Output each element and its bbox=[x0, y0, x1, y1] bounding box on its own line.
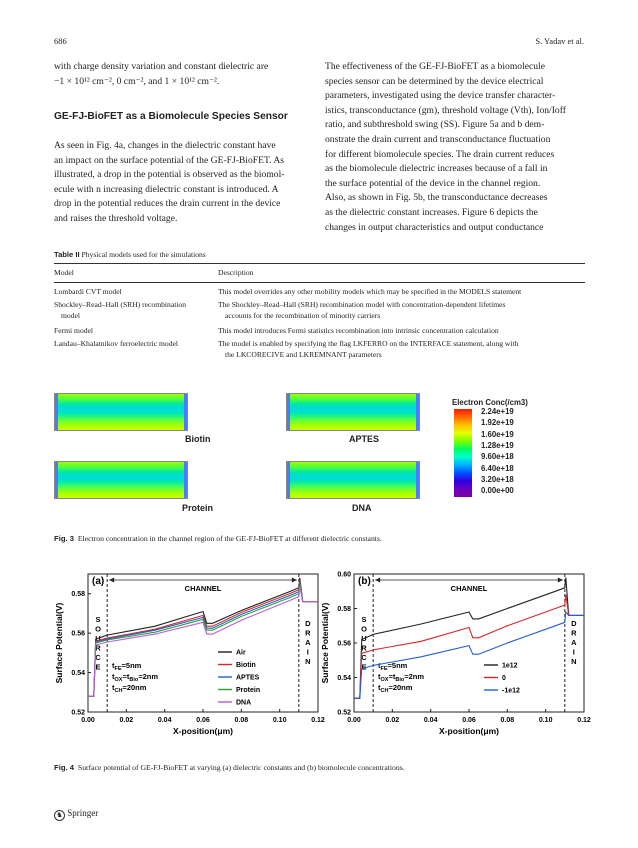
panel-label: (b) bbox=[358, 576, 371, 587]
param-part: =2nm bbox=[404, 672, 425, 681]
colorbar-tick-label: 1.60e+19 bbox=[481, 429, 514, 439]
table-caption-text: Physical models used for the simulations bbox=[81, 250, 206, 259]
drain-letter: N bbox=[305, 657, 311, 666]
column-left bbox=[54, 60, 305, 89]
table-cell-line: The model is enabled by specifying the flag LKFERRO on the INTERFACE statement, along with bbox=[218, 339, 519, 348]
sim-panel-dna bbox=[286, 461, 420, 499]
device-parameter bbox=[112, 672, 158, 683]
legend-label: 0 bbox=[502, 675, 506, 682]
paragraph-line: as the biomolecule dielectric increases because of a fall in bbox=[325, 163, 548, 175]
legend-label: Air bbox=[236, 649, 246, 657]
table-cell-line: Landau–Khalatnikov ferroelectric model bbox=[54, 339, 178, 348]
paragraph-line: As seen in Fig. 4a, changes in the dielectric constant have bbox=[54, 140, 276, 151]
device-parameter bbox=[112, 683, 147, 694]
drain-letter: R bbox=[571, 628, 577, 638]
x-tick-label: 0.06 bbox=[462, 717, 476, 724]
paragraph-line: The effectiveness of the GE-FJ-BioFET as a biomolecule bbox=[325, 61, 545, 72]
paragraph-line: istics, transconductance (gm), threshold voltage (Vth), Ion/Ioff bbox=[325, 104, 566, 116]
device-parameter bbox=[112, 661, 142, 672]
x-tick-label: 0.00 bbox=[81, 717, 95, 724]
table-rule-mid bbox=[54, 282, 585, 283]
y-tick-label: 0.56 bbox=[71, 630, 85, 638]
param-part: t bbox=[378, 683, 381, 692]
table-header-model: Model bbox=[54, 268, 74, 277]
x-tick-label: 0.04 bbox=[157, 717, 172, 724]
source-letter: S bbox=[361, 615, 367, 624]
drain-letter: A bbox=[571, 638, 577, 647]
device-parameter bbox=[378, 683, 413, 694]
sim-panel-protein bbox=[54, 461, 188, 499]
paragraph-line: illustrated, a drop in the potential is observed as the biomol- bbox=[54, 169, 285, 181]
device-parameter bbox=[378, 661, 408, 672]
table-cell-line: Lombardi CVT model bbox=[54, 287, 122, 296]
x-tick-label: 0.08 bbox=[500, 717, 515, 724]
param-part: =20nm bbox=[388, 683, 413, 692]
table-cell-model bbox=[54, 287, 214, 298]
param-part: t bbox=[378, 661, 381, 670]
fig4-caption bbox=[54, 763, 405, 772]
table-cell-description bbox=[218, 300, 586, 321]
source-letter: O bbox=[95, 624, 101, 634]
table-header-description: Description bbox=[218, 268, 254, 277]
intro-line: with charge density variation and constant dielectric are bbox=[54, 61, 269, 72]
source-letter: E bbox=[361, 662, 367, 672]
param-subscript: Bio bbox=[395, 677, 405, 683]
param-part: =20nm bbox=[122, 683, 147, 692]
colorbar-title: Electron Conc(/cm3) bbox=[452, 398, 528, 407]
x-tick-label: 0.02 bbox=[385, 717, 400, 724]
sim-label-protein: Protein bbox=[182, 503, 214, 513]
sim-panel-aptes bbox=[286, 393, 420, 431]
source-letter: C bbox=[361, 653, 367, 662]
fig3-label: Fig. 3 bbox=[54, 534, 75, 543]
x-tick-label: 0.12 bbox=[577, 717, 591, 724]
y-axis-label: Surface Potential(V) bbox=[54, 602, 64, 684]
y-tick-label: 0.56 bbox=[337, 640, 351, 648]
drain-letter: I bbox=[306, 647, 309, 657]
table-label: Table II bbox=[54, 250, 80, 259]
fig4-label: Fig. 4 bbox=[54, 763, 75, 772]
arrow-head-right-icon bbox=[558, 578, 563, 583]
arrow-head-left-icon bbox=[375, 578, 380, 583]
x-tick-label: 0.10 bbox=[538, 717, 553, 724]
y-tick-label: 0.58 bbox=[71, 591, 85, 599]
paragraph-line: species sensor can be determined by the device electrical bbox=[325, 75, 544, 87]
param-subscript: CH bbox=[114, 688, 123, 694]
source-letter: R bbox=[361, 643, 367, 653]
param-part: t bbox=[378, 672, 381, 681]
y-tick-label: 0.58 bbox=[337, 606, 351, 613]
table-cell-line: This model introduces Fermi statistics recombination into intrinsic concentration calculation bbox=[218, 326, 499, 335]
paragraph-line: drop in the potential reduces the drain current in the device bbox=[54, 198, 281, 210]
channel-label: CHANNEL bbox=[184, 584, 222, 593]
param-part: t bbox=[112, 672, 115, 681]
source-letter: S bbox=[95, 615, 101, 624]
y-tick-label: 0.52 bbox=[337, 709, 351, 717]
fig4-caption-text: Surface potential of GE-FJ-BioFET at varying (a) dielectric constants and (b) biomolecule concentrations. bbox=[77, 763, 405, 772]
source-letter: E bbox=[95, 662, 101, 672]
legend-label: -1e12 bbox=[502, 687, 520, 695]
running-head: S. Yadav et al. bbox=[535, 36, 584, 46]
y-tick-label: 0.54 bbox=[337, 675, 351, 682]
colorbar-tick-label: 9.60e+18 bbox=[481, 452, 514, 462]
table-cell-line: accounts for the recombination of minority carriers bbox=[225, 310, 381, 320]
colorbar-tick-label: 2.24e+19 bbox=[481, 407, 514, 416]
param-part: t bbox=[112, 661, 115, 670]
sim-label-biotin: Biotin bbox=[185, 434, 211, 444]
table-caption bbox=[54, 250, 206, 259]
drain-letter: D bbox=[571, 619, 577, 628]
table-body bbox=[54, 287, 585, 367]
paragraph-line: and raises the threshold voltage. bbox=[54, 212, 178, 224]
paragraph-line: onstrate the drain current and transconductance fluctuation bbox=[325, 133, 551, 145]
sim-label-aptes: APTES bbox=[349, 434, 380, 444]
y-axis-label: Surface Potential(V) bbox=[320, 602, 330, 684]
device-parameter bbox=[378, 672, 424, 683]
table-cell-line: The Shockley–Read–Hall (SRH) recombination model with concentration-dependent lifetimes bbox=[218, 300, 506, 309]
paragraph-line: as the dielectric constant increases. Figure 6 depicts the bbox=[325, 206, 538, 218]
param-part: t bbox=[112, 683, 115, 692]
legend-label: APTES bbox=[236, 674, 260, 682]
colorbar-tick-label: 3.20e+18 bbox=[481, 474, 514, 484]
drain-letter: A bbox=[305, 638, 311, 647]
drain-letter: I bbox=[572, 647, 575, 657]
param-subscript: Bio bbox=[129, 677, 139, 683]
fig3-caption-text: Electron concentration in the channel region of the GE-FJ-BioFET at different dielectric constants. bbox=[77, 534, 382, 543]
table-cell-description bbox=[218, 339, 586, 360]
param-subscript: FE bbox=[114, 666, 122, 672]
x-tick-label: 0.06 bbox=[196, 717, 210, 724]
page-number: 686 bbox=[54, 36, 67, 46]
table-cell-line: Shockley–Read–Hall (SRH) recombination bbox=[54, 300, 187, 309]
x-tick-label: 0.12 bbox=[311, 717, 325, 724]
paragraph-line: changes in output characteristics and output conductance bbox=[325, 221, 544, 233]
arrow-head-right-icon bbox=[292, 578, 297, 583]
param-part: =5nm bbox=[121, 661, 142, 670]
chart-surface-potential-dielectric bbox=[40, 562, 330, 750]
source-letter: C bbox=[95, 653, 101, 662]
colorbar-tick-label: 1.92e+19 bbox=[481, 418, 514, 428]
table-cell-line: the LKCORECIVE and LKREMNANT parameters bbox=[225, 349, 382, 359]
param-part: =2nm bbox=[138, 672, 159, 681]
param-subscript: FE bbox=[380, 666, 388, 672]
legend-label: DNA bbox=[236, 699, 252, 707]
legend-label: Protein bbox=[236, 687, 261, 694]
source-letter: R bbox=[95, 643, 101, 653]
table-cell-model bbox=[54, 339, 214, 350]
drain-letter: D bbox=[305, 619, 311, 628]
source-letter: O bbox=[361, 624, 367, 634]
publisher-name: Springer bbox=[67, 808, 99, 818]
colorbar bbox=[454, 409, 472, 497]
paragraph-line: ecule with n increasing dielectric constant is introduced. A bbox=[54, 183, 279, 195]
table-cell-description bbox=[218, 326, 586, 337]
param-part: =5nm bbox=[387, 661, 408, 670]
y-tick-label: 0.54 bbox=[71, 670, 85, 678]
channel-label: CHANNEL bbox=[450, 584, 488, 593]
table-cell-line: This model overrides any other mobility models which may be specified in the MODELS statement bbox=[218, 287, 522, 296]
x-tick-label: 0.08 bbox=[234, 717, 249, 724]
source-letter: U bbox=[361, 634, 367, 643]
paragraph-line: Also, as shown in Fig. 5b, the transconductance decreases bbox=[325, 192, 548, 204]
fig3-caption bbox=[54, 534, 382, 543]
x-tick-label: 0.10 bbox=[272, 717, 287, 724]
param-subscript: OX bbox=[114, 677, 123, 683]
intro-line: −1 × 10¹² cm⁻², 0 cm⁻², and 1 × 10¹² cm⁻². bbox=[54, 75, 220, 87]
paragraph-line: parameters, investigated using the device transfer character- bbox=[325, 90, 556, 102]
x-axis-label: X-position(μm) bbox=[173, 726, 233, 736]
source-letter: U bbox=[95, 634, 101, 643]
drain-letter: N bbox=[571, 657, 577, 666]
table-rule-top bbox=[54, 263, 585, 264]
paragraph-line: an impact on the surface potential of the GE-FJ-BioFET. As bbox=[54, 154, 285, 166]
springer-logo-icon: ♞ bbox=[54, 810, 65, 821]
paragraph-line: ratio, and subthreshold swing (SS). Figure 5a and b dem- bbox=[325, 119, 545, 131]
y-tick-label: 0.60 bbox=[337, 571, 351, 579]
sim-panel-biotin bbox=[54, 393, 188, 431]
chart-surface-potential-concentration bbox=[306, 562, 596, 750]
y-tick-label: 0.52 bbox=[71, 709, 85, 717]
x-tick-label: 0.04 bbox=[423, 717, 438, 724]
colorbar-tick-label: 1.28e+19 bbox=[481, 440, 514, 450]
arrow-head-left-icon bbox=[109, 578, 114, 583]
table-cell-model bbox=[54, 326, 214, 337]
param-part: =t bbox=[122, 672, 130, 681]
paragraph-line: for different biomolecule species. The drain current reduces bbox=[325, 148, 555, 160]
sim-label-dna: DNA bbox=[352, 503, 372, 513]
colorbar-tick-label: 0.00e+00 bbox=[481, 486, 514, 496]
table-cell-model bbox=[54, 300, 214, 321]
column-left-paragraph bbox=[54, 139, 305, 227]
column-right-paragraph bbox=[325, 60, 585, 235]
panel-label: (a) bbox=[92, 576, 105, 587]
table-cell-line: Fermi model bbox=[54, 326, 94, 335]
x-tick-label: 0.00 bbox=[347, 717, 361, 724]
section-title: GE-FJ-BioFET as a Biomolecule Species Sensor bbox=[54, 111, 288, 122]
drain-letter: R bbox=[305, 628, 311, 638]
x-axis-label: X-position(μm) bbox=[439, 726, 499, 736]
footer bbox=[54, 808, 98, 821]
param-subscript: CH bbox=[380, 688, 389, 694]
x-tick-label: 0.02 bbox=[119, 717, 134, 724]
legend-label: Biotin bbox=[236, 662, 256, 669]
paragraph-line: the surface potential of the device in the channel region. bbox=[325, 177, 541, 189]
param-subscript: OX bbox=[380, 677, 389, 683]
table-cell-line: model bbox=[61, 310, 80, 320]
table-cell-description bbox=[218, 287, 586, 298]
param-part: =t bbox=[388, 672, 396, 681]
legend-label: 1e12 bbox=[502, 662, 518, 670]
colorbar-tick-label: 6.40e+18 bbox=[481, 463, 514, 473]
